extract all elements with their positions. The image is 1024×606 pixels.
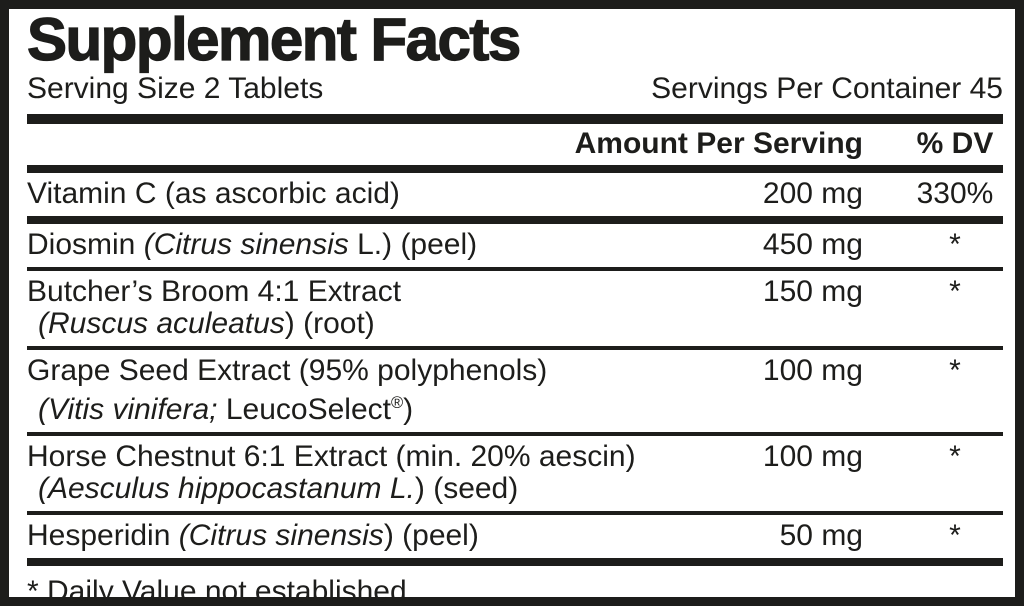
table-row [27,271,1003,346]
ingredient-name-line: Hesperidin (Citrus sinensis) (peel) [27,519,479,552]
ingredient-name-cell [27,276,713,340]
serving-info-row [27,72,1003,105]
ingredient-name-line: Diosmin (Citrus sinensis L.) (peel) [27,228,478,261]
column-header-row [27,124,1003,165]
ingredient-name-cell [27,520,713,552]
ingredient-name-line: Vitamin C (as ascorbic acid) [27,177,400,210]
serving-size-text: Serving Size 2 Tablets [27,72,324,105]
ingredient-dv-cell: * [949,354,961,387]
ingredient-name-line: (Ruscus aculeatus) (root) [38,307,375,340]
ingredient-name-cell [27,229,713,261]
ingredient-dv-cell: * [949,228,961,261]
ingredient-dv-cell: * [949,440,961,473]
ingredient-name-cell [27,355,713,426]
ingredient-name-line: Butcher’s Broom 4:1 Extract [27,275,402,308]
ingredient-name-line: Grape Seed Extract (95% polyphenols) [27,354,548,387]
ingredient-amount-cell: 200 mg [762,177,863,210]
header-separator-bar [27,165,1003,173]
servings-per-container-text: Servings Per Container 45 [651,72,1003,105]
ingredient-amount-cell: 450 mg [762,228,863,261]
table-row [27,350,1003,432]
footnote-text: * Daily Value not established. [27,575,416,606]
row-divider [27,558,1003,566]
ingredient-name-line: (Aesculus hippocastanum L.) (seed) [38,472,519,505]
table-row [27,515,1003,558]
serving-separator-bar [27,114,1003,124]
table-row [27,173,1003,216]
ingredient-dv-cell: * [949,275,961,308]
table-row [27,224,1003,267]
ingredient-name-line: (Vitis vinifera; LeucoSelect®) [38,393,414,426]
column-header-amount: Amount Per Serving [574,127,863,160]
ingredient-amount-cell: 100 mg [762,354,863,387]
ingredient-dv-cell: 330% [916,177,994,210]
ingredient-table [27,173,1003,566]
page-title: Supplement Facts [27,6,520,73]
ingredient-amount-cell: 50 mg [779,519,863,552]
ingredient-dv-cell: * [949,519,961,552]
table-row [27,436,1003,511]
row-divider [27,216,1003,224]
column-header-dv: % DV [916,127,994,160]
ingredient-name-cell [27,441,713,505]
ingredient-amount-cell: 150 mg [762,275,863,308]
ingredient-amount-cell: 100 mg [762,440,863,473]
ingredient-name-line: Horse Chestnut 6:1 Extract (min. 20% aescin) [27,440,636,473]
ingredient-name-cell [27,178,713,210]
